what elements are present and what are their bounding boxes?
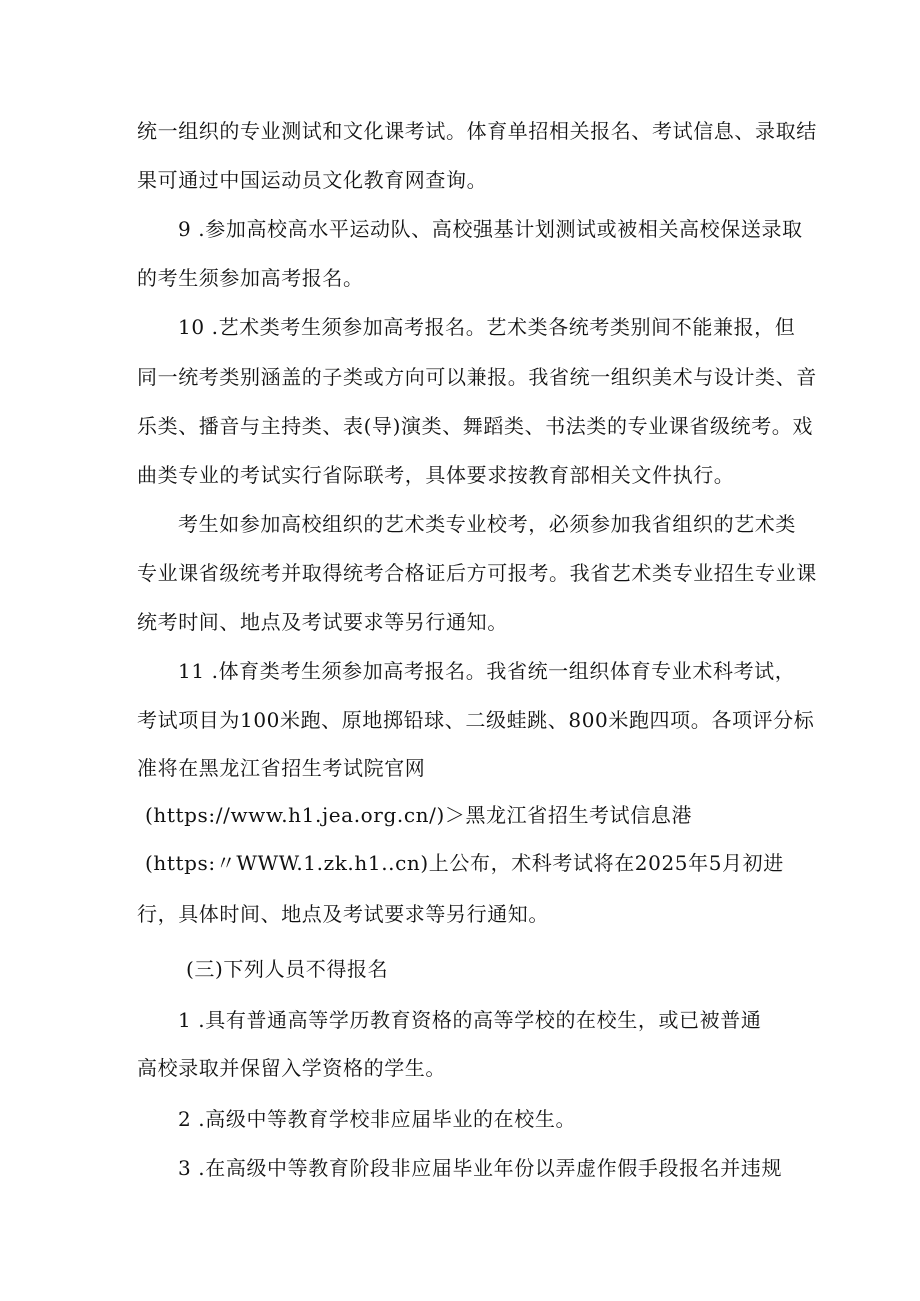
text-line: 专业课省级统考并取得统考合格证后方可报考。我省艺术类专业招生专业课	[137, 561, 817, 585]
text-line: 的考生须参加高考报名。	[137, 266, 364, 290]
text-line: 果可通过中国运动员文化教育网查询。	[137, 168, 488, 192]
text-line: 准将在黑龙江省招生考试院官网	[137, 756, 426, 780]
text-line: 考生如参加高校组织的艺术类专业校考，必须参加我省组织的艺术类	[178, 512, 796, 536]
text-line: 同一统考类别涵盖的子类或方向可以兼报。我省统一组织美术与设计类、音	[137, 365, 817, 389]
text-line: 2 .高级中等教育学校非应届毕业的在校生。	[178, 1107, 577, 1131]
url-line: (https://www.h1.jea.org.cn/)＞黑龙江省招生考试信息港	[145, 803, 693, 827]
text-line: 9 .参加高校高水平运动队、高校强基计划测试或被相关高校保送录取	[178, 217, 803, 241]
text-line: 高校录取并保留入学资格的学生。	[137, 1056, 446, 1080]
text-line: 乐类、播音与主持类、表(导)演类、舞蹈类、书法类的专业课省级统考。戏	[137, 414, 814, 438]
text-line: 考试项目为100米跑、原地掷铅球、二级蛙跳、800米跑四项。各项评分标	[137, 708, 815, 732]
section-heading: (三)下列人员不得报名	[186, 957, 389, 981]
text-line: 统一组织的专业测试和文化课考试。体育单招相关报名、考试信息、录取结	[137, 119, 817, 143]
text-line: 行，具体时间、地点及考试要求等另行通知。	[137, 902, 549, 926]
text-line: 曲类专业的考试实行省际联考，具体要求按教育部相关文件执行。	[137, 463, 735, 487]
text-line: 11 .体育类考生须参加高考报名。我省统一组织体育专业术科考试，	[178, 659, 796, 683]
text-line: 统考时间、地点及考试要求等另行通知。	[137, 610, 508, 634]
text-line: 1 .具有普通高等学历教育资格的高等学校的在校生，或已被普通	[178, 1008, 762, 1032]
url-line: (https:〃WWW.1.zk.h1..cn)上公布，术科考试将在2025年5月初进	[145, 851, 784, 875]
text-line: 3 .在高级中等教育阶段非应届毕业年份以弄虚作假手段报名并违规	[178, 1156, 783, 1180]
text-line: 10 .艺术类考生须参加高考报名。艺术类各统考类别间不能兼报，但	[178, 315, 796, 339]
